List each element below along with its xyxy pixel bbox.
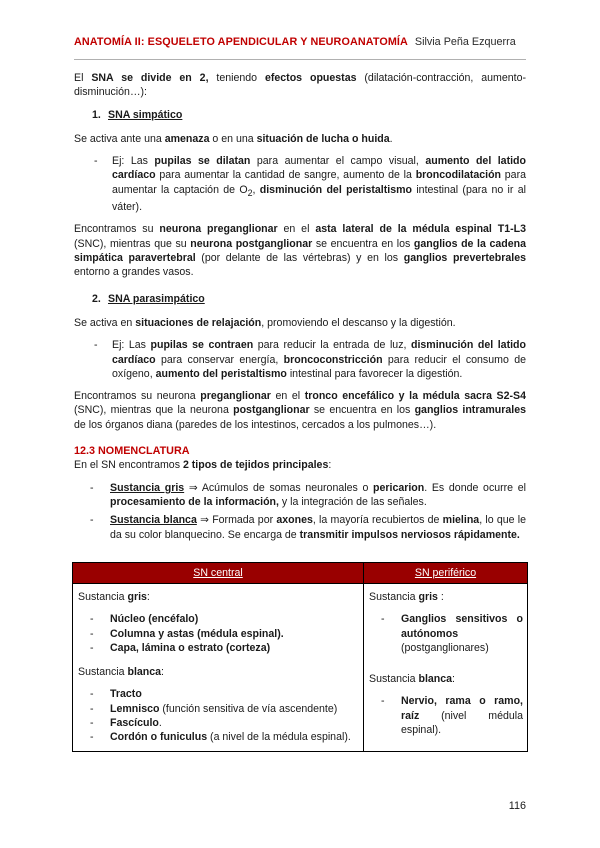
bold-text: mielina bbox=[442, 514, 480, 527]
list-item-text bbox=[110, 513, 526, 542]
heading-title: SNA simpático bbox=[108, 108, 183, 121]
bold-text: gris bbox=[418, 591, 438, 603]
bold-text: situaciones de relajación bbox=[135, 316, 262, 329]
bold-text: procesamiento de la información, bbox=[110, 495, 279, 508]
text: : bbox=[146, 591, 150, 603]
bold-text: pupilas se dilatan bbox=[154, 155, 251, 168]
text: (por delante de las vértebras) y en los bbox=[195, 252, 404, 265]
text: Encontramos su neurona bbox=[74, 390, 201, 403]
text: se encuentra en los bbox=[312, 237, 414, 250]
bold-text: aumento del latido cardíaco bbox=[112, 155, 526, 182]
subscript: 2 bbox=[247, 187, 253, 198]
page-body bbox=[74, 71, 526, 546]
bold-text: neurona postganglionar bbox=[190, 237, 313, 250]
bold-text: blanca bbox=[127, 666, 162, 679]
list-item-text bbox=[110, 627, 359, 641]
intro-bold: efectos opuestas bbox=[264, 72, 357, 84]
list-item-text bbox=[401, 612, 523, 655]
list-dash: - bbox=[90, 514, 94, 527]
column-header-sn-central: SN central bbox=[73, 563, 364, 584]
bold-text: tronco encefálico y la médula sacra S2-S4 bbox=[304, 390, 526, 403]
intro-text: (dilatación-contracción, aumento-disminución…): bbox=[74, 72, 526, 99]
bold-text: Columna y astas (médula espinal). bbox=[110, 627, 284, 640]
bold-text: 2 tipos de tejidos principales bbox=[182, 459, 329, 472]
example-text bbox=[112, 154, 526, 214]
list-dash: - bbox=[90, 641, 94, 654]
list-item-text bbox=[110, 612, 359, 626]
text: Ej: Las bbox=[112, 339, 151, 352]
cell-label bbox=[78, 665, 359, 679]
arrow-icon: ⇒ bbox=[184, 481, 202, 494]
bold-text: Cordón o funiculus bbox=[110, 731, 208, 744]
text: Sustancia bbox=[369, 673, 419, 686]
cell-list bbox=[90, 612, 359, 655]
list-dash: - bbox=[90, 702, 94, 715]
text: para reducir el consumo de oxígeno, bbox=[112, 353, 526, 380]
bold-text: gris bbox=[127, 591, 147, 603]
bold-text: Fascículo bbox=[110, 717, 159, 730]
text: para conservar energía, bbox=[155, 353, 284, 366]
text: (a nivel de la médula espinal). bbox=[207, 731, 351, 744]
text: y la integración de las señales. bbox=[278, 495, 427, 508]
intro-bold: SNA se divide en 2, bbox=[91, 72, 209, 84]
text: (SNC), mientras que la neurona bbox=[74, 404, 234, 417]
table-row-sustancia-gris bbox=[73, 584, 528, 752]
text: intestinal (para no ir al váter). bbox=[112, 183, 526, 214]
list-item-sustancia-gris bbox=[90, 481, 526, 510]
text: en el bbox=[270, 390, 305, 403]
heading-sna-simpatico bbox=[92, 108, 526, 122]
heading-title: SNA parasimpático bbox=[108, 292, 205, 305]
list-dash: - bbox=[90, 613, 94, 626]
list-item bbox=[90, 627, 359, 641]
text: (postganglionares) bbox=[401, 641, 489, 654]
simpatico-activation bbox=[74, 132, 526, 146]
text: . bbox=[389, 132, 393, 145]
header-author: Silvia Peña Ezquerra bbox=[414, 36, 516, 48]
text: : bbox=[161, 666, 164, 679]
section-title-nomenclatura: 12.3 NOMENCLATURA bbox=[74, 445, 190, 458]
cell-label bbox=[369, 672, 523, 686]
text: intestinal para favorecer la digestión. bbox=[286, 367, 463, 380]
bold-text: Tracto bbox=[110, 688, 142, 701]
table-header-row bbox=[73, 563, 528, 584]
arrow-icon: ⇒ bbox=[196, 514, 213, 527]
list-dash: - bbox=[381, 695, 385, 708]
bold-text: blanca bbox=[418, 673, 453, 686]
text: En el SN encontramos bbox=[74, 459, 183, 472]
nomenclatura-intro bbox=[74, 458, 526, 472]
list-item bbox=[90, 716, 359, 730]
table-cell-periferico bbox=[364, 584, 528, 752]
simpatico-example bbox=[94, 154, 526, 214]
page-number: 116 bbox=[508, 800, 526, 812]
bold-text: pericarion bbox=[373, 481, 425, 494]
cell-label bbox=[369, 590, 523, 604]
text: de los órganos diana (paredes de los intestinos, cercados a los pulmones…). bbox=[74, 418, 437, 431]
text: . Es donde ocurre el bbox=[424, 481, 526, 494]
table-cell-central-gris bbox=[73, 584, 364, 752]
bold-text: ganglios intramurales bbox=[414, 404, 526, 417]
list-item-text bbox=[110, 702, 359, 716]
text: Se activa en bbox=[74, 316, 136, 329]
text: , la mayoría recubiertos de bbox=[312, 514, 443, 527]
cell-label bbox=[78, 590, 359, 604]
list-item bbox=[90, 612, 359, 626]
bold-text: situación de lucha o huida bbox=[256, 132, 390, 145]
text: Formada por bbox=[212, 514, 277, 527]
list-item-sustancia-blanca bbox=[90, 513, 526, 542]
list-item-text bbox=[110, 730, 359, 744]
cell-list bbox=[90, 687, 359, 744]
heading-sna-parasimpatico bbox=[92, 292, 526, 306]
bold-text: Núcleo (encéfalo) bbox=[110, 613, 199, 626]
bold-text: broncoconstricción bbox=[283, 353, 383, 366]
text: para aumentar la cantidad de sangre, aumento de la bbox=[155, 169, 416, 182]
text: para reducir la entrada de luz, bbox=[253, 339, 411, 352]
heading-number: 1. bbox=[92, 108, 101, 121]
example-text bbox=[112, 338, 526, 381]
text: , bbox=[252, 183, 260, 196]
spacer bbox=[78, 655, 359, 665]
parasimpatico-activation bbox=[74, 316, 526, 330]
list-dash: - bbox=[94, 339, 98, 352]
bold-text: transmitir impulsos nerviosos rápidamente. bbox=[299, 528, 520, 541]
text: : bbox=[437, 591, 444, 603]
column-header-sn-periferico: SN periférico bbox=[364, 563, 528, 584]
list-item bbox=[90, 687, 359, 701]
text: en el bbox=[277, 223, 316, 236]
bold-text: Ganglios sensitivos o autónomos bbox=[401, 613, 523, 640]
text: entorno a grandes vasos. bbox=[74, 266, 194, 279]
text: Sustancia bbox=[369, 591, 419, 603]
bold-text: ganglios de la cadena simpática paravertebral bbox=[74, 237, 526, 265]
bold-text: axones bbox=[276, 514, 313, 527]
bold-text: asta lateral de la médula espinal T1-L3 bbox=[315, 223, 527, 236]
intro-text: teniendo bbox=[208, 72, 265, 84]
list-item bbox=[90, 730, 359, 744]
list-item bbox=[381, 694, 523, 737]
list-dash: - bbox=[94, 155, 98, 168]
list-item-text bbox=[401, 694, 523, 737]
header-divider bbox=[74, 59, 526, 60]
bold-text: Capa, lámina o estrato (corteza) bbox=[110, 641, 271, 654]
text: se encuentra en los bbox=[309, 404, 415, 417]
nomenclatura-table bbox=[72, 562, 528, 752]
parasimpatico-example bbox=[94, 338, 526, 381]
text: : bbox=[452, 673, 455, 686]
list-dash: - bbox=[90, 688, 94, 701]
bold-text: broncodilatación bbox=[415, 169, 502, 182]
intro-paragraph bbox=[74, 71, 526, 100]
text: Sustancia bbox=[78, 591, 128, 603]
text: Encontramos su bbox=[74, 223, 160, 236]
text: (SNC), mientras que su bbox=[74, 237, 191, 250]
list-item-text bbox=[110, 641, 359, 655]
cell-list bbox=[381, 612, 523, 655]
list-item-text bbox=[110, 687, 359, 701]
text: (nivel médula espinal). bbox=[401, 709, 523, 737]
parasimpatico-neuronas bbox=[74, 389, 526, 432]
list-dash: - bbox=[90, 627, 94, 640]
bold-text: disminución del peristaltismo bbox=[259, 183, 413, 196]
text: Sustancia bbox=[78, 666, 128, 679]
heading-number: 2. bbox=[92, 292, 101, 305]
simpatico-neuronas bbox=[74, 222, 526, 279]
bold-text: ganglios prevertebrales bbox=[403, 252, 526, 265]
header-title: ANATOMÍA II: ESQUELETO APENDICULAR Y NEUROANATOMÍA bbox=[74, 36, 408, 48]
page-header bbox=[74, 35, 526, 51]
bold-text: amenaza bbox=[164, 132, 210, 145]
list-item bbox=[381, 612, 523, 655]
text: Acúmulos de somas neuronales o bbox=[201, 481, 374, 494]
bold-text: neurona preganglionar bbox=[159, 223, 278, 236]
intro-text: El bbox=[74, 72, 92, 84]
term: Sustancia blanca bbox=[110, 514, 197, 527]
bold-text: preganglionar bbox=[200, 390, 271, 403]
list-item-text bbox=[110, 481, 526, 510]
list-dash: - bbox=[90, 481, 94, 494]
bold-text: pupilas se contraen bbox=[150, 339, 254, 352]
list-item bbox=[90, 641, 359, 655]
bold-text: postganglionar bbox=[233, 404, 310, 417]
text: o en una bbox=[209, 132, 257, 145]
list-dash: - bbox=[381, 613, 385, 626]
text: Se activa ante una bbox=[74, 132, 165, 145]
text: , promoviendo el descanso y la digestión. bbox=[261, 316, 456, 329]
text: para aumentar la captación de O bbox=[112, 169, 526, 196]
term: Sustancia gris bbox=[110, 481, 185, 494]
bold-text: Nervio, rama o ramo, raíz bbox=[401, 695, 523, 722]
text: (función sensitiva de vía ascendente) bbox=[159, 702, 338, 715]
list-dash: - bbox=[90, 717, 94, 730]
text: para aumentar el campo visual, bbox=[250, 155, 426, 168]
bold-text: disminución del latido cardíaco bbox=[112, 339, 526, 366]
list-item-text bbox=[110, 716, 359, 730]
cell-list bbox=[381, 694, 523, 737]
tejidos-list bbox=[74, 481, 526, 542]
text: . bbox=[158, 717, 162, 730]
bold-text: aumento del peristaltismo bbox=[155, 367, 287, 380]
text: , lo que le da su color blanquecino. Se encarga de bbox=[110, 514, 526, 541]
spacer bbox=[369, 655, 523, 672]
list-dash: - bbox=[90, 731, 94, 744]
list-item bbox=[90, 702, 359, 716]
bold-text: Lemnisco bbox=[110, 702, 160, 715]
text: : bbox=[328, 459, 332, 472]
text: Ej: Las bbox=[112, 155, 155, 168]
